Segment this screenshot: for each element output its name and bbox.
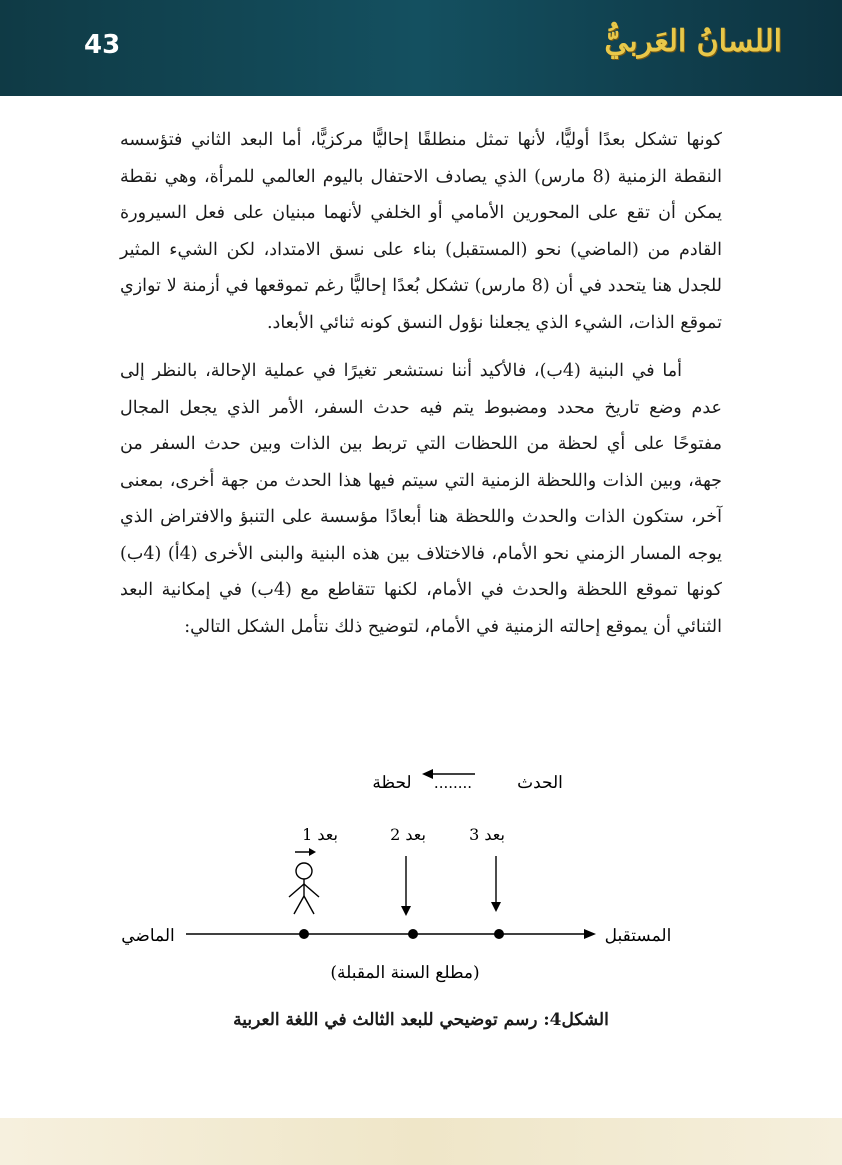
next-year-label: (مطلع السنة المقبلة) [330, 963, 480, 983]
diagram-top-arrow-head [422, 769, 433, 779]
journal-logo: اللسانُ العَربيُّ [604, 24, 782, 59]
timeline-point-3 [494, 929, 504, 939]
figure-caption: الشكل4: رسم توضيحي للبعد الثالث في اللغة العربية [233, 1010, 609, 1030]
dimension-2-arrow-head [401, 906, 411, 916]
body-text [120, 122, 722, 657]
paragraph-1: كونها تشكل بعدًا أوليًّا، لأنها تمثل منطلقًا إحاليًّا مركزيًّا، أما البعد الثاني فتؤسسه النقطة الزمنية (8 مارس) الذي يصادف الاحتفال باليوم العالمي للمرأة، وهي نقطة يمكن أن تقع على المحورين الأمامي أو الخلفي لأنهما مبنيان على فعل السيرورة القادم من (الماضي) نحو (المستقبل) بناء على نسق الامتداد، لكن الشيء المثير للجدل هنا يتحدد في أن (8 مارس) تشكل بُعدًا إحاليًّا رغم تموقعها في أزمنة لا توازي تموقع الذات، الشيء الذي يجعلنا نؤول النسق كونه ثنائي الأبعاد. [120, 130, 723, 333]
dimension-2-label: بعد 2 [390, 825, 426, 844]
page-footer [0, 1118, 842, 1165]
dimension-3-arrow-head [491, 902, 501, 912]
future-label: المستقبل [604, 926, 672, 946]
dimension-3-label: بعد 3 [469, 825, 505, 844]
past-label: الماضي [121, 926, 175, 946]
diagram-moment-label: لحظة [372, 773, 412, 793]
page-header [0, 0, 842, 96]
dimension-1-label: بعد 1 [302, 825, 338, 844]
figure-direction-head [309, 848, 316, 856]
timeline-point-2 [408, 929, 418, 939]
paragraph-2: أما في البنية (4ب)، فالأكيد أننا نستشعر تغيرًا في عملية الإحالة، بالنظر إلى عدم وضع تاريخ محدد ومضبوط يتم فيه حدث السفر، الأمر الذي يجعل المجال مفتوحًا على أي لحظة من اللحظات التي تربط بين الذات وبين حدث السفر من جهة، وبين الذات واللحظة الزمنية التي سيتم فيها هذا الحدث من جهة أخرى، بمعنى آخر، ستكون الذات والحدث واللحظة هنا أبعادًا مؤسسة على التنبؤ والافتراض الذي يوجه المسار الزمني نحو الأمام، فالاختلاف بين هذه البنية والبنى الأخرى (4أ) (4ب) كونها تموقع اللحظة والحدث في الأمام، لكنها تتقاطع مع (4ب) في إمكانية البعد الثنائي أن يموقع إحالته الزمنية في الأمام، لتوضيح ذلك نتأمل الشكل التالي: [120, 361, 722, 637]
stick-figure-icon [289, 863, 319, 914]
page-number: 43 [84, 30, 121, 60]
diagram-event-label: الحدث [517, 773, 563, 793]
diagram-dots: ........ [433, 774, 473, 792]
timeline-point-1 [299, 929, 309, 939]
timeline-arrow-head [584, 929, 596, 939]
